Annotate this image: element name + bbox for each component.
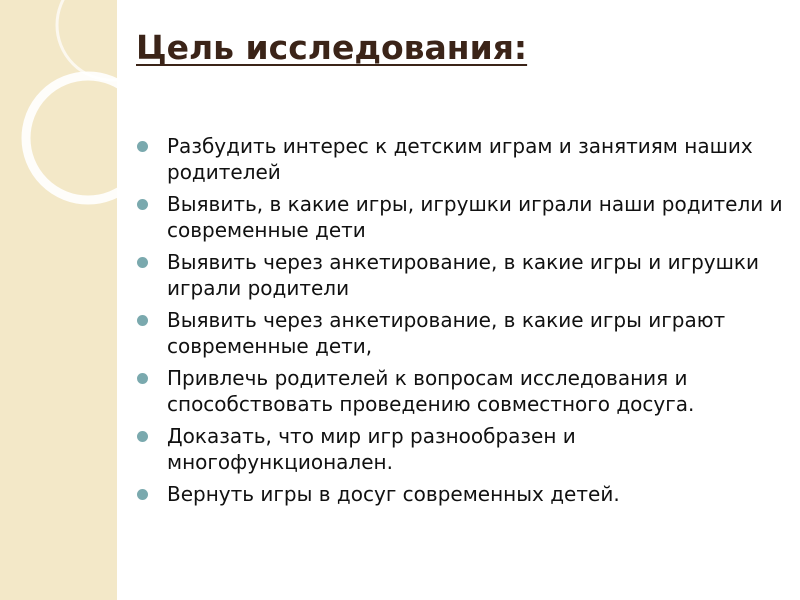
bullet-text: Вернуть игры в досуг современных детей.: [167, 482, 620, 506]
bullet-item: [135, 249, 785, 301]
bullet-item: [135, 133, 785, 185]
bullet-text: Привлечь родителей к вопросам исследования и способствовать проведению совместного досуга.: [167, 366, 695, 416]
bullet-item: [135, 481, 785, 507]
bullet-item: [135, 191, 785, 243]
bullet-dot-icon: [137, 315, 148, 326]
decorative-circles: [0, 0, 117, 600]
bullet-dot-icon: [137, 373, 148, 384]
bullet-text: Выявить через анкетирование, в какие игры и игрушки играли родители: [167, 250, 760, 300]
bullet-dot-icon: [137, 257, 148, 268]
decorative-side-band: [0, 0, 117, 600]
bullet-text: Разбудить интерес к детским играм и занятиям наших родителей: [167, 134, 753, 184]
bullet-dot-icon: [137, 489, 148, 500]
bullet-list: [135, 133, 785, 513]
slide-title: Цель исследования:: [136, 28, 528, 67]
bullet-item: [135, 365, 785, 417]
bullet-dot-icon: [137, 199, 148, 210]
bullet-item: [135, 423, 785, 475]
bullet-text: Выявить через анкетирование, в какие игры играют современные дети,: [167, 308, 726, 358]
bullet-text: Доказать, что мир игр разнообразен и многофункционален.: [167, 424, 576, 474]
bullet-dot-icon: [137, 141, 148, 152]
side-divider: [117, 0, 121, 600]
bullet-item: [135, 307, 785, 359]
bullet-text: Выявить, в какие игры, игрушки играли наши родители и современные дети: [167, 192, 783, 242]
bullet-dot-icon: [137, 431, 148, 442]
